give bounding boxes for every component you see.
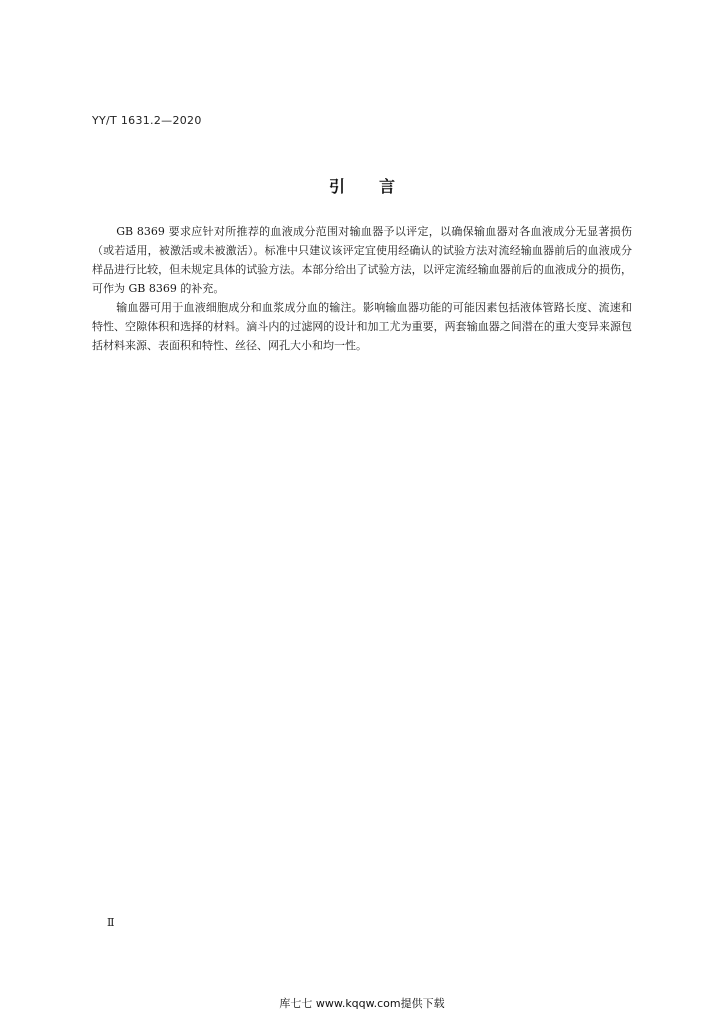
paragraph-1: GB 8369 要求应针对所推荐的血液成分范围对输血器予以评定，以确保输血器对各血液成分无显著损伤（或若适用，被激活或未被激活）。标准中只建议该评定宜使用经确认的试验方法对流经输血器前后的血液成分样品进行比较，但未规定具体的试验方法。本部分给出了试验方法，以评定流经输血器前后的血液成分的损伤，可作为 GB 8369 的补充。 xyxy=(92,225,632,295)
footer-download-note: 库七七 www.kqqw.com提供下载 xyxy=(279,997,445,1010)
title-char-2: 言 xyxy=(379,177,396,196)
standard-code: YY/T 1631.2—2020 xyxy=(92,114,202,127)
introduction-body xyxy=(92,222,632,355)
paragraph-2: 输血器可用于血液细胞成分和血浆成分血的输注。影响输血器功能的可能因素包括液体管路长度、流速和特性、空隙体积和选择的材料。滴斗内的过滤网的设计和加工尤为重要，两套输血器之间潜在的重大变异来源包括材料来源、表面积和特性、丝径、网孔大小和均一性。 xyxy=(92,301,632,352)
page-number: Ⅱ xyxy=(107,916,115,929)
page-title xyxy=(0,174,724,197)
title-char-1: 引 xyxy=(328,177,345,196)
